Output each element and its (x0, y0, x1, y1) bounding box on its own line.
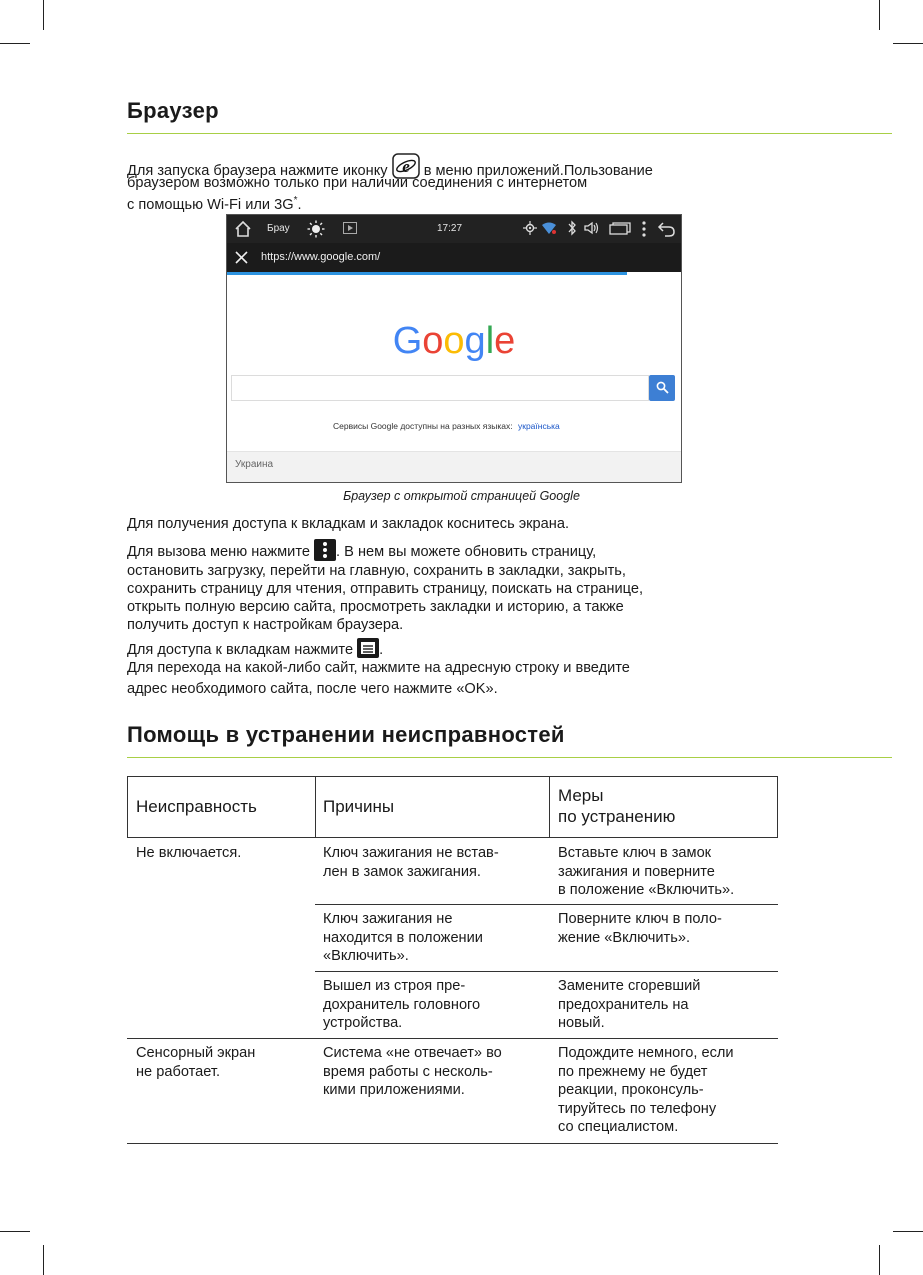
logo-letter: e (494, 320, 516, 362)
intro-text: с помощью Wi-Fi или 3G (127, 196, 294, 213)
table-cell-cause: Вышел из строя пре- дохранитель головного устройства. (323, 978, 481, 1031)
table-border (127, 776, 128, 837)
paragraph-menu-line-2: остановить загрузку, перейти на главную, сохранить в закладки, закрыть, (127, 563, 626, 579)
section-rule (127, 757, 892, 758)
table-border (127, 776, 778, 777)
window-icon[interactable] (609, 222, 631, 239)
row-divider (315, 971, 778, 972)
logo-letter: l (485, 320, 495, 362)
tab-label[interactable]: Брау (267, 223, 290, 234)
address-bar[interactable] (227, 243, 681, 272)
column-header-cause: Причины (323, 797, 395, 816)
services-line (333, 421, 560, 431)
services-text: Сервисы Google доступны на разных языках: (333, 421, 513, 431)
status-bar (227, 215, 681, 243)
paragraph-tabs: Для получения доступа к вкладкам и закладок коснитесь экрана. (127, 516, 570, 532)
crop-mark (893, 1231, 923, 1232)
intro-text: . (297, 196, 302, 213)
crop-mark (43, 1245, 44, 1275)
crop-mark (893, 43, 923, 44)
column-header-fix: Меры по устранению (558, 786, 676, 826)
paragraph-text: Для вызова меню нажмите (127, 544, 310, 560)
google-logo (227, 321, 681, 361)
table-border (777, 776, 778, 837)
section-title-browser: Браузер (127, 98, 219, 123)
figure-caption: Браузер с открытой страницей Google (343, 489, 580, 503)
row-divider (315, 904, 778, 905)
page-footer (227, 451, 681, 483)
back-icon[interactable] (657, 220, 677, 241)
browser-screenshot (226, 214, 682, 483)
logo-letter: G (392, 320, 423, 362)
intro-line-3: браузером возможно только при наличии соединения с интернетом (127, 175, 588, 191)
crop-mark (43, 0, 44, 30)
table-cell-cause: Ключ зажигания не находится в положении «Включить». (323, 911, 483, 964)
footer-region: Украина (235, 459, 274, 470)
row-divider (127, 1038, 778, 1039)
table-cell-fault: Сенсорный экран не работает. (136, 1045, 256, 1080)
section-rule (127, 133, 892, 134)
table-cell-fix: Вставьте ключ в замок зажигания и поверните в положение «Включить». (558, 845, 735, 898)
crop-mark (0, 43, 30, 44)
paragraph-text: . В нем вы можете обновить страницу, (336, 544, 597, 560)
footnote-mark: * (293, 195, 298, 206)
url-field[interactable]: https://www.google.com/ (261, 251, 381, 263)
home-icon[interactable] (233, 219, 253, 242)
crop-mark (0, 1231, 30, 1232)
search-icon (656, 381, 669, 399)
logo-letter: g (464, 320, 486, 362)
table-border (549, 776, 550, 837)
paragraph-address-line-2: адрес необходимого сайта, после чего нажмите «OK». (127, 681, 498, 697)
bluetooth-icon (567, 220, 577, 239)
table-cell-fault: Не включается. (136, 845, 242, 861)
paragraph-menu-line-3: сохранить страницу для чтения, отправить страницу, поискать на странице, (127, 581, 644, 597)
table-border (127, 837, 778, 838)
media-icon (343, 222, 357, 237)
language-link[interactable]: українська (517, 421, 560, 431)
location-icon (523, 221, 537, 238)
section-title-troubleshooting: Помощь в устранении неисправностей (127, 722, 565, 747)
table-cell-cause: Ключ зажигания не встав- лен в замок зажигания. (323, 845, 499, 880)
svg-text:e: e (401, 157, 410, 176)
table-cell-fix: Замените сгоревший предохранитель на новый. (558, 978, 701, 1031)
table-border (127, 1143, 778, 1144)
close-tab-icon[interactable] (235, 251, 248, 267)
intro-line-4 (127, 192, 302, 214)
volume-icon[interactable] (583, 220, 601, 239)
brightness-icon[interactable] (307, 220, 325, 241)
search-input[interactable] (231, 375, 649, 401)
wifi-icon (541, 221, 557, 238)
paragraph-menu-line-5: получить доступ к настройкам браузера. (127, 617, 404, 633)
search-button[interactable] (649, 375, 675, 401)
paragraph-address-line-1: Для перехода на какой-либо сайт, нажмите на адресную строку и введите (127, 660, 630, 676)
status-clock: 17:27 (437, 223, 463, 234)
overflow-menu-icon[interactable] (641, 220, 647, 241)
table-cell-fix: Подождите немного, если по прежнему не будет реакции, проконсуль- тируйтесь по телефону со специалистом. (558, 1045, 734, 1135)
crop-mark (879, 1245, 880, 1275)
table-cell-fix: Поверните ключ в поло- жение «Включить». (558, 911, 722, 946)
paragraph-text: . (379, 642, 384, 658)
paragraph-menu-line-4: открыть полную версию сайта, просмотреть закладки и историю, а также (127, 599, 624, 615)
table-border (315, 776, 316, 837)
table-cell-cause: Система «не отвечает» во время работы с несколь- кими приложениями. (323, 1045, 502, 1098)
column-header-fault: Неисправность (136, 797, 257, 816)
paragraph-text: Для доступа к вкладкам нажмите (127, 642, 354, 658)
intro-text: в меню приложений.Пользование (423, 163, 653, 179)
page-load-progress (227, 272, 627, 275)
intro-text: Для запуска браузера нажмите иконку (127, 163, 388, 179)
crop-mark (879, 0, 880, 30)
logo-letter: o (422, 320, 444, 362)
logo-letter: o (443, 320, 465, 362)
